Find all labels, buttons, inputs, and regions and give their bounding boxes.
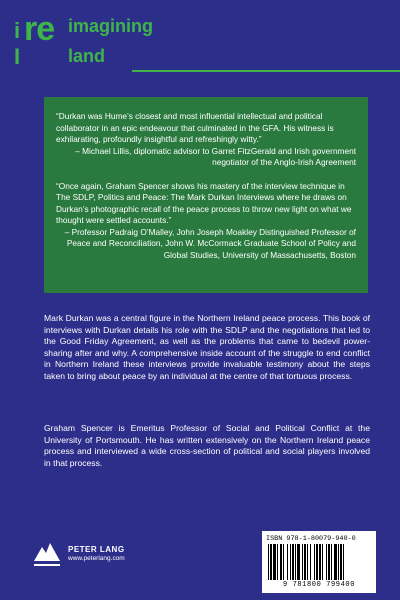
barcode-bar: [268, 544, 269, 580]
endorsement-quote: “Durkan was Hume’s closest and most influential intellectual and political collaborator in an epic endeavour that culminated in the GFA. His witness is exhilarating, profoundly insightful and refreshingly witty.”: [56, 111, 334, 144]
barcode-bar: [343, 544, 344, 580]
publisher-logo: [32, 535, 142, 575]
author-bio: Graham Spencer is Emeritus Professor of Social and Political Conflict at the University of Portsmouth. He has written extensively on the Northern Ireland peace process and interviewed a wide cross-section of political and social players involved in that process.: [44, 423, 370, 468]
barcode-bar: [316, 544, 318, 580]
publisher-name: PETER LANG: [68, 545, 125, 554]
endorsements-box: [44, 97, 368, 293]
barcode-bar: [302, 544, 303, 580]
barcode-bar: [273, 544, 276, 580]
series-logo-capital-i: I: [14, 44, 21, 69]
publisher-url: www.peterlang.com: [68, 555, 125, 562]
barcode-bar: [319, 544, 321, 580]
barcode-bar: [304, 544, 306, 580]
series-logo-rule: [132, 70, 400, 72]
series-logo-land: land: [68, 46, 106, 66]
barcode-bar: [338, 544, 339, 580]
barcode-bars: [266, 544, 372, 580]
barcode-bar: [283, 544, 284, 580]
barcode-bar: [310, 544, 311, 580]
barcode-bar: [292, 544, 294, 580]
barcode-bar: [290, 544, 291, 580]
barcode-bar: [331, 544, 332, 580]
barcode-bar: [287, 544, 288, 580]
barcode-bar: [314, 544, 315, 580]
barcode-bar: [280, 544, 282, 580]
publisher-emblem-icon: [32, 539, 62, 567]
isbn-digits: 9 781800 799400: [282, 581, 355, 589]
barcode-bar: [307, 544, 308, 580]
series-logo-re: re: [24, 10, 55, 48]
isbn-barcode: [262, 531, 376, 593]
barcode-bar: [277, 544, 278, 580]
barcode-bar: [297, 544, 300, 580]
barcode-bar: [270, 544, 272, 580]
series-logo: [14, 8, 394, 68]
barcode-bar: [322, 544, 323, 580]
barcode-bar: [340, 544, 342, 580]
endorsement-attribution: – Professor Padraig O’Malley, John Joseph Moakley Distinguished Professor of Peace and Reconciliation, John W. McCormack Graduate School of Policy and Global Studies, University of Massachusetts, Boston: [64, 226, 356, 260]
endorsement-quote: “Once again, Graham Spencer shows his mastery of the interview technique in The SDLP, Politics and Peace: The Mark Durkan Interviews where he draws on Durkan’s photographic recall of the peace process to throw new light on what we thought were settled accounts.”: [56, 180, 352, 225]
series-logo-i: i: [14, 18, 21, 43]
barcode-bar: [295, 544, 296, 580]
book-description: Mark Durkan was a central figure in the Northern Ireland peace process. This book of interviews with Durkan details his role with the SDLP and the negotiations that led to the Good Friday Agreement, as well as the problems that came to bedevil power-sharing after and why. A comprehensive inside account of the struggle to end conflict in Northern Ireland these interviews provide invaluable testimony about the steps taken to bring about peace by an individual at the centre of that tortuous process.: [44, 313, 370, 381]
isbn-label: ISBN 978-1-80079-940-0: [266, 535, 356, 543]
barcode-bar: [328, 544, 330, 580]
barcode-bar: [334, 544, 337, 580]
barcode-bar: [326, 544, 327, 580]
series-logo-imagining: imagining: [68, 16, 153, 36]
endorsement-attribution: – Michael Lillis, diplomatic advisor to Garret FitzGerald and Irish government negotiator of the Anglo-Irish Agreement: [75, 145, 356, 167]
